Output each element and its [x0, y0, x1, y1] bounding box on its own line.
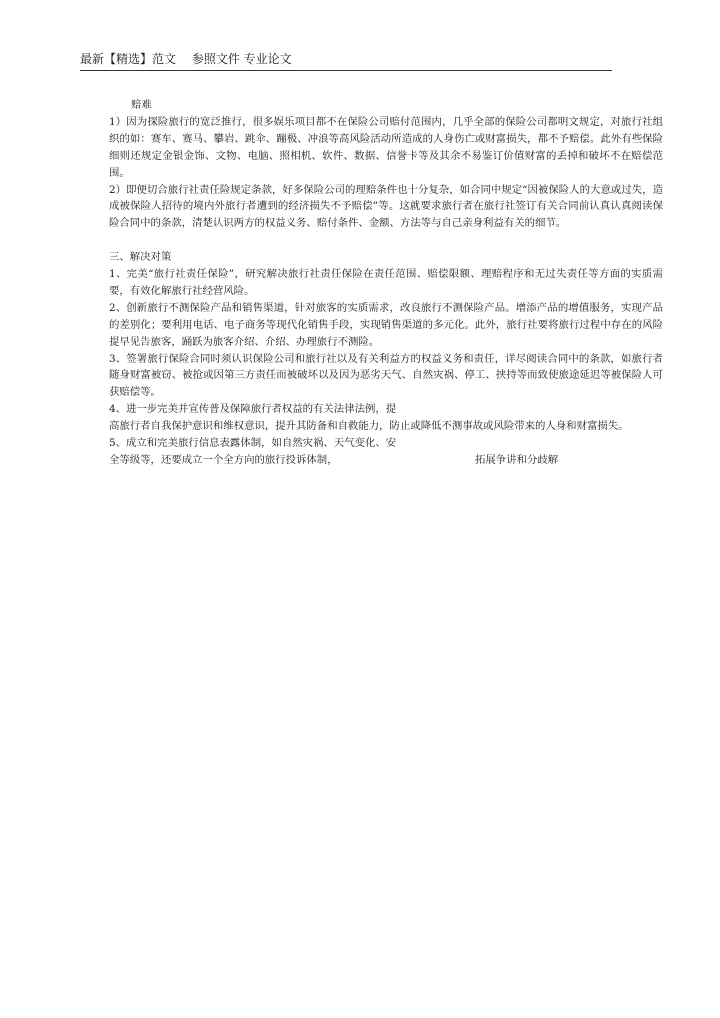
solution-4-line-1: 4、进一步完美并宣传普及保障旅行者权益的有关法律法例，提 — [109, 403, 397, 416]
solution-1: 1、完美“旅行社责任保险”，研究解决旅行社责任保险在责任范围、赔偿限额、理赔程序和无过失责任等方面的实质需要，有效化解旅行社经营风险。 — [109, 268, 663, 297]
paragraph-gap — [109, 232, 663, 249]
paragraph-2: 2）即便切合旅行社责任险规定条款，好多保险公司的理赔条件也十分复杂，如合同中规定“因被保险人的大意或过失，造成被保险人招待的境内外旅行者遭到的经济损失不予赔偿”等。这就要求旅行者在旅行社签订有关合同前认真认真阅读保险合同中的条款，清楚认识两方的权益义务、赔付条件、金额、方法等与自己亲身利益有关的细节。 — [109, 183, 663, 230]
solution-5-line-2-left: 全等级等，还要成立一个全方向的旅行投诉体制， — [109, 454, 338, 467]
header-title: 最新【精选】范文 — [80, 52, 177, 66]
solution-2: 2、创新旅行不测保险产品和销售渠道，针对旅客的实质需求，改良旅行不测保险产品。增添产品的增值服务，实现产品的差别化；要利用电话、电子商务等现代化销售手段，实现销售渠道的多元化。此外，旅行社要将旅行过程中存在的风险提早见告旅客，踊跃为旅客介绍、介绍、办理旅行不测险。 — [109, 301, 663, 348]
solution-5-line-2 — [109, 452, 663, 469]
header-subtitle: 参照文件 专业论文 — [191, 52, 292, 66]
solution-3: 3、签署旅行保险合同时须认识保险公司和旅行社以及有关利益方的权益义务和责任，详尽阅读合同中的条款，如旅行者随身财富被窃、被抢或因第三方责任而被破坏以及因为恶劣天气、自然灾祸、停工、挟持等而致使旅途延迟等被保险人可获赔偿等。 — [109, 352, 663, 399]
solution-5-line-1: 5、成立和完美旅行信息表露体制，如自然灾祸、天气变化、安 — [109, 437, 397, 450]
section-heading: 三、解决对策 — [109, 251, 172, 264]
paragraph-1: 1）因为探险旅行的宽泛推行，很多娱乐项目都不在保险公司赔付范围内，几乎全部的保险公司都明文规定，对旅行社组织的如：赛车、赛马、攀岩、跳伞、蹦极、冲浪等高风险活动所造成的人身伤亡或财富损失，都不予赔偿。此外有些保险细则还规定金银金饰、文物、电脑、照相机、软件、数据、信誉卡等及其余不易鉴订价值财富的丢掉和破坏不在赔偿范围。 — [109, 115, 663, 179]
sub-heading: 赔难 — [131, 99, 152, 111]
solution-4-line-2: 高旅行者自我保护意识和维权意识，提升其防备和自救能力，防止或降低不测事故或风险带来的人身和财富损失。 — [109, 420, 629, 433]
page-header — [80, 50, 612, 71]
solution-5-line-2-right: 拓展争讲和分歧解 — [475, 454, 559, 467]
document-body — [109, 97, 663, 469]
